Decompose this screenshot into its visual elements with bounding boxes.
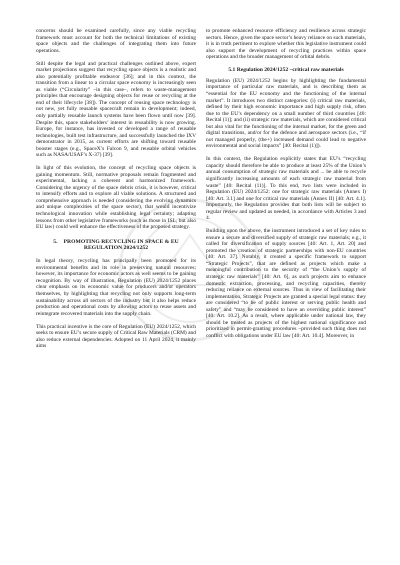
paragraph: Regulation (EU) 2024/1252 begins by highlighting the fundamental importance of particular raw materials, and is describing them as “essential for the EU economy and the functioning of the internal market”. It introduces two distinct categories: (i) critical raw materials, defined by their high economic importance and high supply risk, often due to the EU’s dependency on a small number of third countries [40: Recital (1)]; and (ii) strategic raw materials, which are considered critical but also vital for the functioning of the internal market, for the green and digital transitions, and/or for the defence and aerospace sectors (i.e., “if not managed properly, (the+) increased demand could lead to negative environmental and social impacts” [40: Recital (1)]). — [206, 77, 366, 150]
paragraph: In light of this evolution, the concept of recycling space objects is gaining momentum. Still, normative proposals remain fragmented and experimental, lacking a coherent and harmonized framework. Considering the urgency of the space debris crisis, it is however, critical to intensify efforts and to explore all viable solutions. A structured and comprehensive approach is needed (considering the evolving dynamics and unique complexities of the space sector), that would incentivize technological innovation while establishing legal certainty; adapting lessons from other legislative frameworks (such as those in ISL, but also EU law) could well enhance the effectiveness of the proposed strategy. — [36, 165, 196, 231]
paragraph: Still despite the legal and practical challenges outlined above, expert market projections suggest that recycling space objects is a realistic and also potentially profitable endeavor [36]; and in this context, the transition from a linear to a circular space economy is increasingly seen as viable (“Circularity” –in this case–, refers to waste-management principles that encourage designing objects for reuse or recycling at the end of their lifecycle [38]). The concept of reusing space technology is not new, yet fully reusable spacecraft remain in development; indeed, only partially reusable launch systems have been flown until now [39]. Despite this, space stakeholders’ interest in reusability is now growing. Europe, for instance, has invested or developed a range of reusable technologies, built test infrastructure, and successfully launched the IXV demonstrator in 2015, as current efforts are shifting toward reusable booster stages (e.g., SpaceX’s Falcon 9, and reusable orbital vehicles such as NASA/USAF’s X-37) [39]. — [36, 60, 196, 159]
subsection-heading: 5.1 Regulation 2024/1252 –critical raw materials — [228, 67, 344, 74]
paragraph: In legal theory, recycling has principally been promoted for its environmental benefits and its role in preserving natural resources; however, its importance for economic actors as well seems to be gaining recognition. By way of illustration, Regulation (EU) 2024/1252 places clear emphasis on its economic value for producers and/or operators themselves, by highlighting that recycling not only supports long-term sustainability across all sectors of the industry but it also helps reduce production and operational costs by allowing actors to reuse assets and reintegrate recovered materials into the supply chain. — [36, 258, 196, 317]
paragraph: In this context, the Regulation explicitly states that EU’s “recycling capacity should therefore be able to produce at least 25% of the Union’s annual consumption of strategic raw materials and ... be able to recycle significantly increasing amounts of each strategic raw material from waste” [40: Recital (11)]. To this end, two lists were included in Regulation (EU) 2024/1252: one for strategic raw materials (Annex I) [40: Art. 3.1] and one for critical raw materials (Annex II) [40: Art. 4.1]. Importantly, the Regulation provides that both lists will be subject to regular review and updated as needed, in accordance with Articles 3 and 4. — [206, 156, 366, 222]
paragraph: to promote enhanced resource efficiency and resilience across strategic sectors. Hence, given the space sector’s heavy reliance on such materials, it is in truth pertinent to explore whether this legislative instrument could also support the development of recycling practices within space operations and the broader management of orbital debris. — [206, 28, 366, 61]
right-column — [206, 28, 366, 346]
paragraph: This practical incentive is the core of Regulation (EU) 2024/1252, which seeks to ensure EU’s secure supply of Critical Raw Materials (CRM) and also reduce external dependencies. Adopted on 11 April 2024, it mainly aims — [36, 323, 196, 350]
paragraph: Building upon the above, the instrument introduced a set of key rules to ensure a secure and diversified supply of strategic raw materials; e.g., it called for diversification of supply sources [40: Art. 1, Art. 20] and promoted the creation of strategic partnerships with non-EU countries [40: Art. 37]. Notably, it created a specific framework to support “Strategic Projects”, that are defined as projects which make a meaningful contribution to the security of “the Union’s supply of strategic raw materials” [40: Art. 6], as such projects aim to enhance domestic extraction, processing, and recycling capacities, thereby reducing reliance on external sources. Thus in view of facilitating their implementation, Strategic Projects are granted a special legal status: they are considered “to be of public interest or serving public health and safety” and “may be considered to have an overriding public interest” [40: Art. 10.2]. As a result, where applicable under national law, they should be treated as projects of the highest national significance and prioritized in permit-granting procedures –provided such thing does not conflict with obligations under EU law [40: Art. 10.4]. Moreover, in — [206, 228, 366, 339]
section-heading — [36, 239, 196, 253]
section-title: PROMOTING RECYCLING IN SPACE & EU REGULATION 2024/1252 — [63, 238, 179, 252]
paragraph: concerns should be examined carefully, since any viable recycling framework must account for both the technical limitations of existing space objects and the challenges of integrating them into future operations. — [36, 28, 196, 54]
section-number: 5. — [53, 238, 58, 245]
left-column — [36, 28, 196, 356]
